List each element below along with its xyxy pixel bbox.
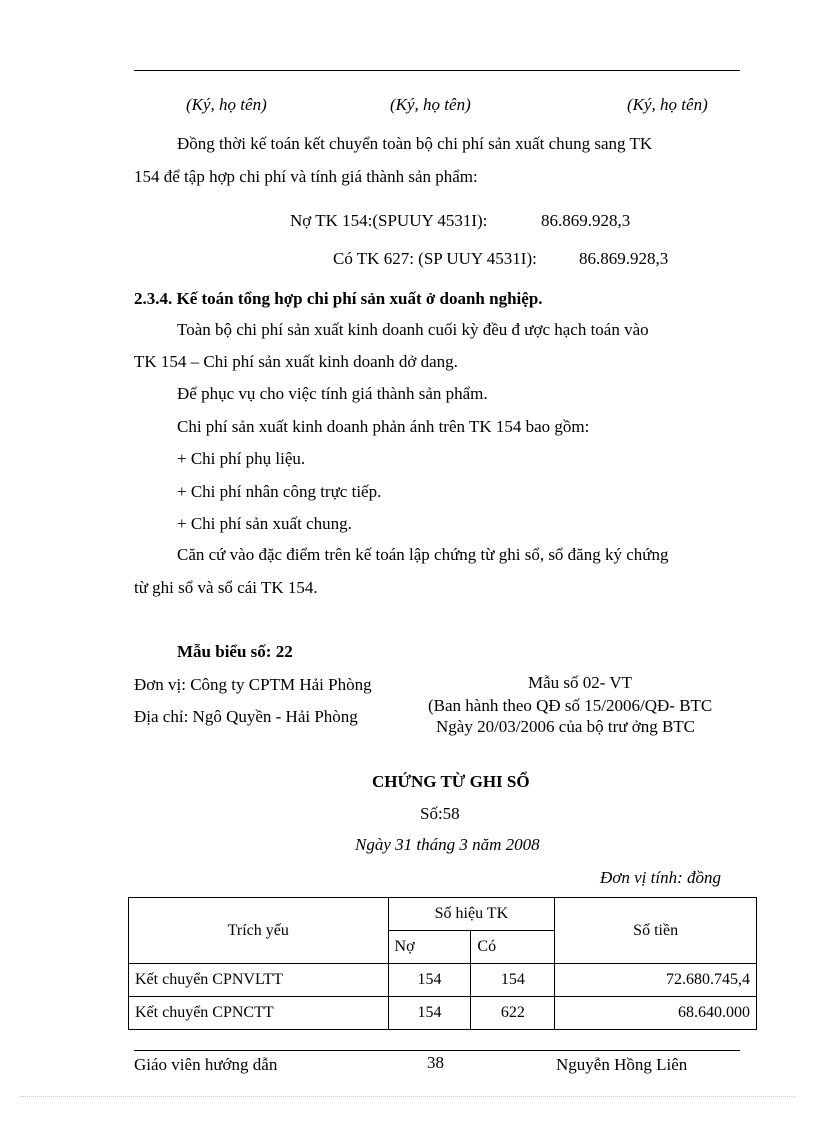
row-debit: 154 bbox=[388, 964, 471, 997]
form-issued-date: Ngày 20/03/2006 của bộ trư ởng BTC bbox=[436, 717, 696, 736]
table-row bbox=[129, 997, 757, 1030]
header-rule bbox=[134, 70, 740, 71]
paragraph1-line2: 154 để tập hợp chi phí và tính giá thành sản phẩm: bbox=[134, 167, 478, 186]
form-address: Địa chỉ: Ngô Quyền - Hải Phòng bbox=[134, 707, 358, 726]
header-debit: Nợ bbox=[388, 931, 471, 964]
body-p1-line2: TK 154 – Chi phí sản xuất kinh doanh dở dang. bbox=[134, 352, 458, 371]
row-description: Kết chuyển CPNCTT bbox=[129, 997, 389, 1030]
signature-2: (Ký, họ tên) bbox=[390, 95, 471, 114]
body-p4-line2: từ ghi sổ và sổ cái TK 154. bbox=[134, 578, 318, 597]
body-p3: Chi phí sản xuất kinh doanh phản ánh trên TK 154 bao gồm: bbox=[177, 417, 590, 436]
voucher-number: Số:58 bbox=[420, 804, 460, 823]
list-item-2: + Chi phí nhân công trực tiếp. bbox=[177, 482, 382, 501]
table-row bbox=[129, 964, 757, 997]
debit-entry-label: Nợ TK 154:(SPUUY 4531I): bbox=[290, 211, 488, 230]
credit-entry-amount: 86.869.928,3 bbox=[579, 249, 669, 268]
row-credit: 622 bbox=[471, 997, 555, 1030]
voucher-title: CHỨNG TỪ GHI SỔ bbox=[372, 772, 530, 791]
body-p4-line1: Căn cứ vào đặc điểm trên kế toán lập chứng từ ghi sổ, sổ đăng ký chứng bbox=[177, 545, 669, 564]
paragraph1-line1: Đồng thời kế toán kết chuyển toàn bộ chi phí sản xuất chung sang TK bbox=[177, 134, 653, 153]
footer-right: Nguyễn Hồng Liên bbox=[556, 1055, 688, 1074]
signature-3: (Ký, họ tên) bbox=[627, 95, 708, 114]
debit-entry-amount: 86.869.928,3 bbox=[541, 211, 631, 230]
footer-left: Giáo viên hướng dẫn bbox=[134, 1055, 278, 1074]
row-amount: 72.680.745,4 bbox=[555, 964, 757, 997]
body-p1-line1: Toàn bộ chi phí sản xuất kinh doanh cuối kỳ đều đ ược hạch toán vào bbox=[177, 320, 649, 339]
row-amount: 68.640.000 bbox=[555, 997, 757, 1030]
header-account: Số hiệu TK bbox=[388, 898, 555, 931]
credit-entry-label: Có TK 627: (SP UUY 4531I): bbox=[333, 249, 537, 268]
page-number: 38 bbox=[427, 1053, 444, 1072]
row-description: Kết chuyển CPNVLTT bbox=[129, 964, 389, 997]
form-label: Mẫu biểu số: 22 bbox=[177, 642, 293, 661]
voucher-table bbox=[128, 897, 757, 1030]
form-unit: Đơn vị: Công ty CPTM Hải Phòng bbox=[134, 675, 372, 694]
footer-rule bbox=[134, 1050, 740, 1051]
page-edge-divider bbox=[20, 1096, 796, 1097]
header-description: Trích yếu bbox=[129, 898, 389, 964]
row-credit: 154 bbox=[471, 964, 555, 997]
body-p2: Để phục vụ cho việc tính giá thành sản phẩm. bbox=[177, 384, 488, 403]
list-item-3: + Chi phí sản xuất chung. bbox=[177, 514, 352, 533]
form-issued-by: (Ban hành theo QĐ số 15/2006/QĐ- BTC bbox=[428, 696, 713, 715]
signature-1: (Ký, họ tên) bbox=[186, 95, 267, 114]
currency-unit: Đơn vị tính: đồng bbox=[600, 868, 721, 887]
row-debit: 154 bbox=[388, 997, 471, 1030]
section-heading: 2.3.4. Kế toán tổng hợp chi phí sản xuất ở doanh nghiệp. bbox=[134, 289, 543, 308]
form-code: Mẫu số 02- VT bbox=[528, 673, 633, 692]
header-amount: Số tiền bbox=[555, 898, 757, 964]
voucher-date: Ngày 31 tháng 3 năm 2008 bbox=[355, 835, 540, 854]
list-item-1: + Chi phí phụ liệu. bbox=[177, 449, 306, 468]
header-credit: Có bbox=[471, 931, 555, 964]
